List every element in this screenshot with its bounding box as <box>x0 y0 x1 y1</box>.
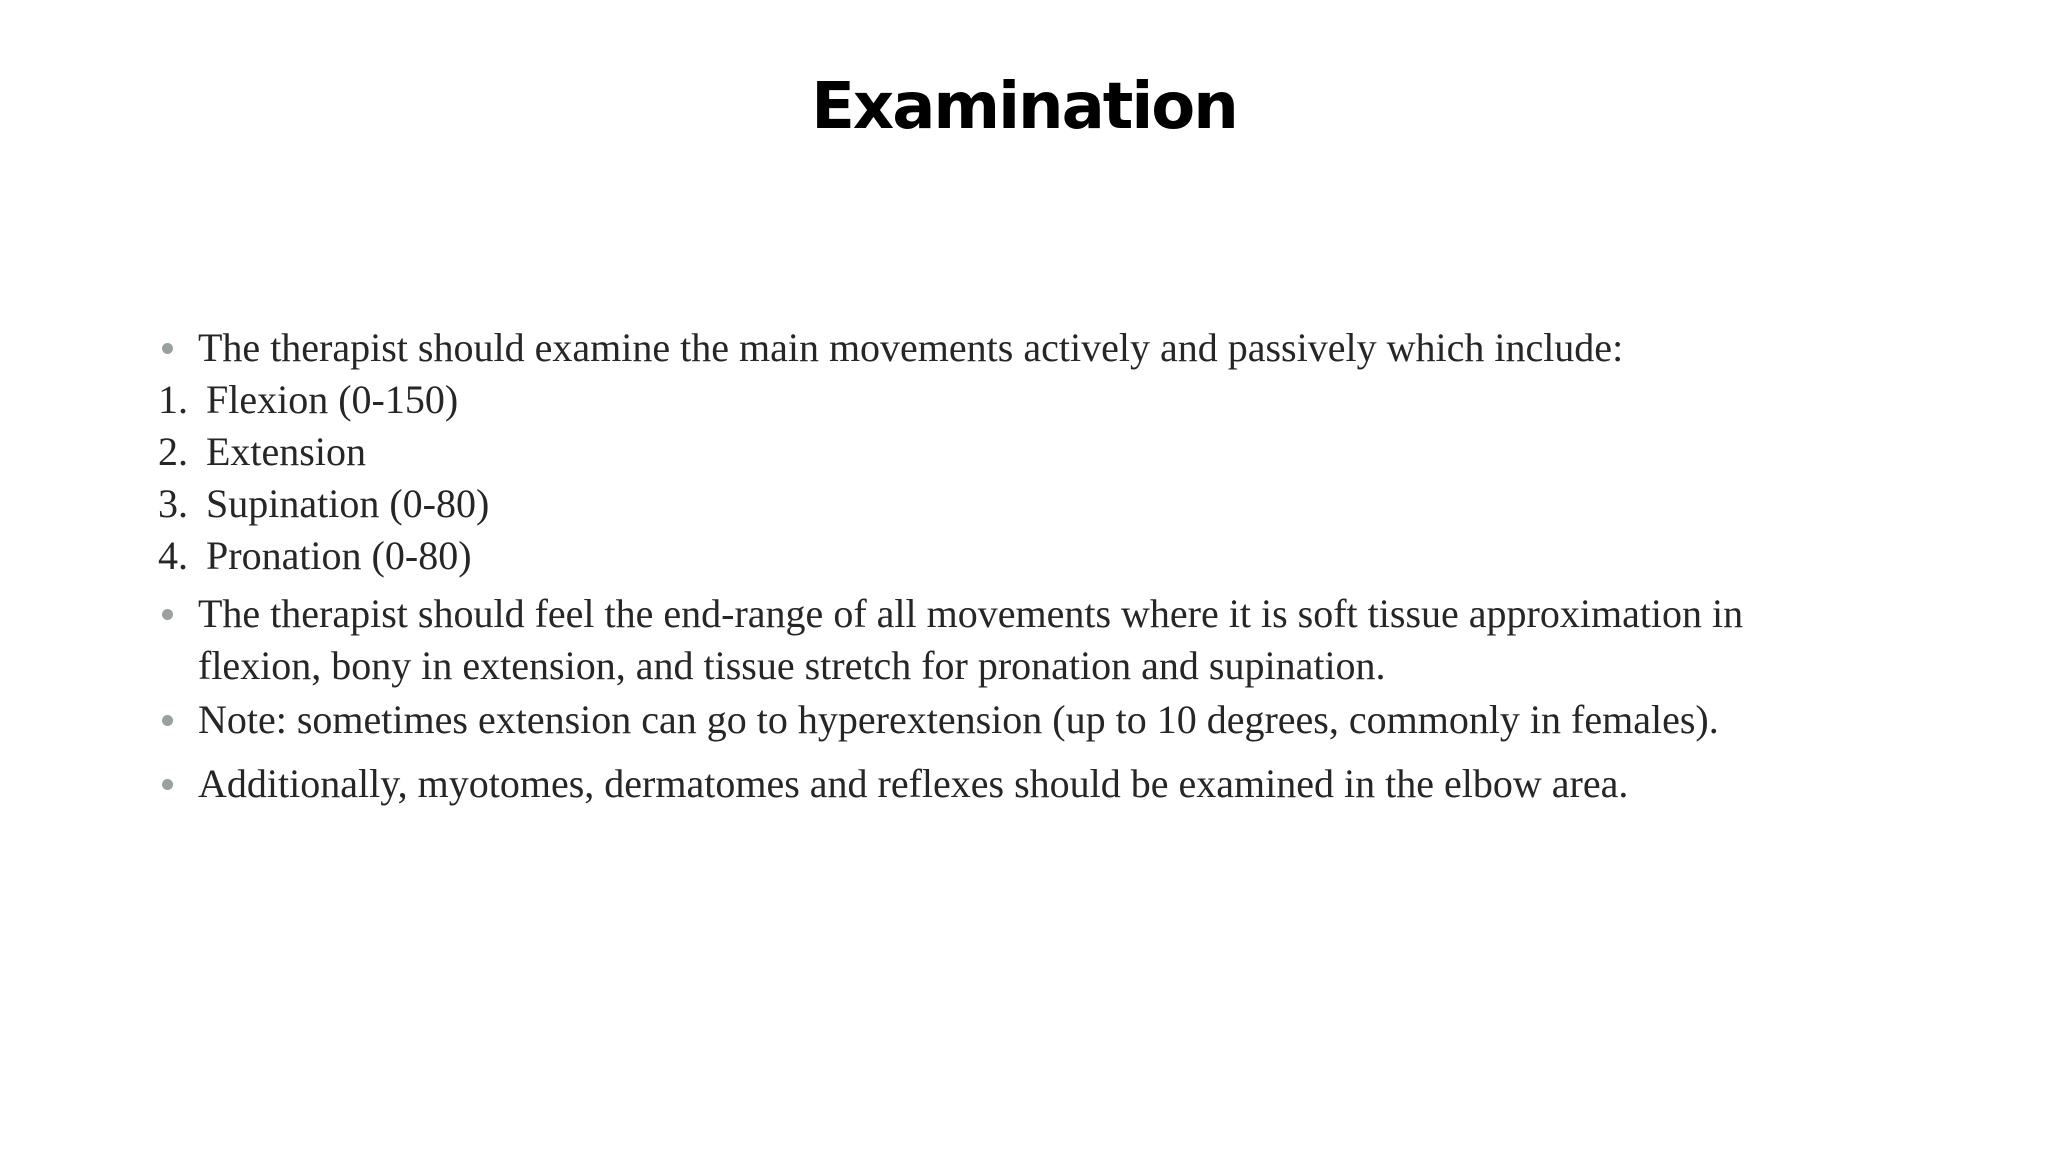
bullet-note-hyperextension <box>158 694 1958 746</box>
bullet-text: Additionally, myotomes, dermatomes and reflexes should be examined in the elbow area. <box>198 761 1629 806</box>
bullet-myotomes <box>158 758 1958 810</box>
bullet-icon <box>162 343 173 354</box>
bullet-end-range <box>158 588 1958 692</box>
item-number: 4. <box>158 533 188 578</box>
item-label: Flexion (0-150) <box>206 377 459 422</box>
item-number: 2. <box>158 429 188 474</box>
slide-body <box>158 322 1958 810</box>
item-number: 1. <box>158 377 188 422</box>
slide-title: Examination <box>811 70 1237 144</box>
movement-item-pronation <box>158 530 1958 582</box>
bullet-intro <box>158 322 1958 374</box>
bullet-text: The therapist should examine the main movements actively and passively which include: <box>198 325 1624 370</box>
bullet-icon <box>162 609 173 620</box>
movement-item-extension <box>158 426 1958 478</box>
bullet-text: Note: sometimes extension can go to hyperextension (up to 10 degrees, commonly in females). <box>198 697 1719 742</box>
bullet-text-line: The therapist should feel the end-range of all movements where it is soft tissue approximation in <box>198 591 1744 636</box>
bullet-icon <box>162 715 173 726</box>
item-label: Extension <box>206 429 366 474</box>
item-label: Pronation (0-80) <box>206 533 472 578</box>
bullet-icon <box>162 779 173 790</box>
movement-item-supination <box>158 478 1958 530</box>
movement-item-flexion <box>158 374 1958 426</box>
bullet-text-line: flexion, bony in extension, and tissue stretch for pronation and supination. <box>198 643 1386 688</box>
item-number: 3. <box>158 481 188 526</box>
item-label: Supination (0-80) <box>206 481 490 526</box>
